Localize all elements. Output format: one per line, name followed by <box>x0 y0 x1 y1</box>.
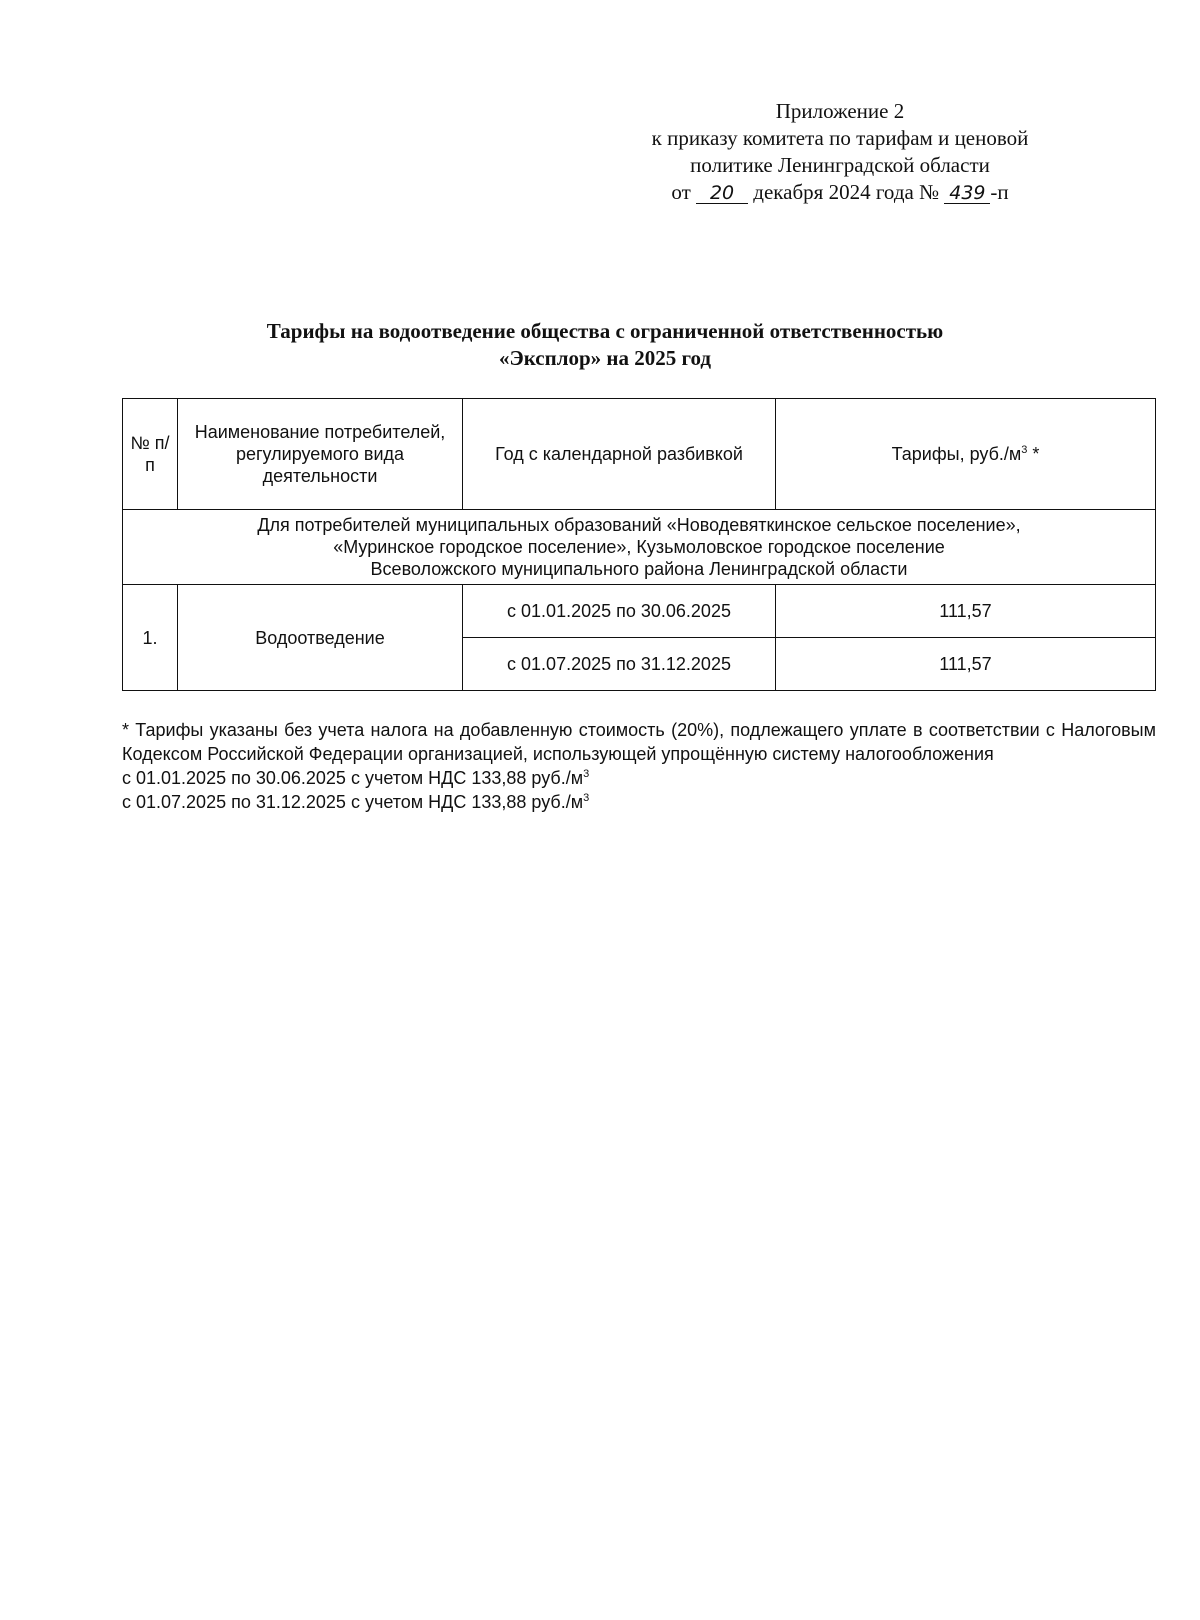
header-num: № п/п <box>123 399 178 510</box>
tariff-table <box>122 398 1156 691</box>
footnote <box>122 718 1156 814</box>
header-tariff <box>776 399 1156 510</box>
handwritten-day: 20 <box>696 183 748 204</box>
footnote-vat-line-1 <box>122 766 1156 790</box>
date-middle: декабря 2024 года № <box>753 180 940 204</box>
group-line-1: Для потребителей муниципальных образований «Новодевяткинское сельское поселение», <box>257 515 1021 535</box>
appendix-header <box>560 98 1120 206</box>
header-tariff-sup: 3 <box>1021 444 1028 456</box>
row-tariff-1: 111,57 <box>776 585 1156 638</box>
row-tariff-2: 111,57 <box>776 638 1156 691</box>
table-row <box>123 585 1156 638</box>
appendix-title: Приложение 2 <box>775 99 905 123</box>
vat-line-1-text: с 01.01.2025 по 30.06.2025 с учетом НДС 133,88 руб./м <box>122 768 584 788</box>
group-cell <box>123 510 1156 585</box>
order-suffix: -п <box>990 180 1009 204</box>
header-name: Наименование потребителей, регулируемого вида деятельности <box>178 399 463 510</box>
title-line-1: Тарифы на водоотведение общества с ограниченной ответственностью <box>266 319 944 343</box>
vat-line-1-sup: 3 <box>583 768 590 780</box>
header-tariff-text: Тарифы, руб./м <box>891 444 1022 464</box>
row-period-2: с 01.07.2025 по 31.12.2025 <box>463 638 776 691</box>
footnote-text: * Тарифы указаны без учета налога на добавленную стоимость (20%), подлежащего уплате в соответствии с Налоговым Кодексом Российской Федерации организацией, использующей упрощённую систему налогообложения <box>122 720 1156 764</box>
row-name: Водоотведение <box>178 585 463 691</box>
handwritten-order-number: 439 <box>944 183 990 204</box>
appendix-order-line: к приказу комитета по тарифам и ценовой <box>651 126 1029 150</box>
table-header-row <box>123 399 1156 510</box>
group-row <box>123 510 1156 585</box>
vat-line-2-sup: 3 <box>583 792 590 804</box>
appendix-authority-line: политике Ленинградской области <box>690 153 990 177</box>
header-tariff-mark: * <box>1027 444 1040 464</box>
vat-line-2-text: с 01.07.2025 по 31.12.2025 с учетом НДС 133,88 руб./м <box>122 792 584 812</box>
row-period-1: с 01.01.2025 по 30.06.2025 <box>463 585 776 638</box>
appendix-date-line <box>560 179 1120 206</box>
header-period: Год с календарной разбивкой <box>463 399 776 510</box>
date-prefix: от <box>671 180 691 204</box>
row-num: 1. <box>123 585 178 691</box>
group-line-2: «Муринское городское поселение», Кузьмоловское городское поселение <box>333 537 945 557</box>
title-line-2: «Эксплор» на 2025 год <box>498 346 712 370</box>
footnote-vat-line-2 <box>122 790 1156 814</box>
group-line-3: Всеволожского муниципального района Ленинградской области <box>370 559 908 579</box>
document-title <box>120 318 1090 372</box>
